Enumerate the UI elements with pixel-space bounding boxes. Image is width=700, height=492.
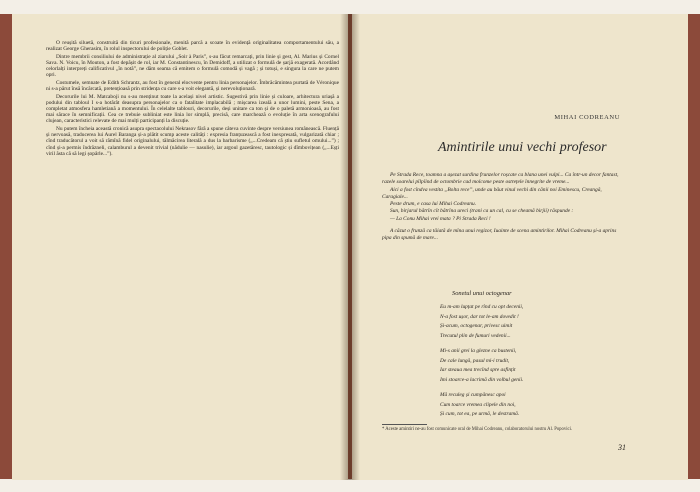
right-page-intro [382, 172, 622, 243]
poem-line: Și-acum, octogenar, privesc uimit [440, 323, 513, 329]
poem-line: Mi-s anii grei la glezne ca bustenii, [440, 348, 517, 354]
left-paragraph: Nu putem încheia această cronică asupra spectacolului Nekrasov fără a spune câteva cuvinte despre versiunea românească. Fluență și nervoasă, traducerea lui Aurel Baranga și-a plătit scump aceste calități : expresia franțuzească a fost inexpresată, vulgarizată chiar ; cînd traducătorul a voit să rămînă fidel originalului, tălmăcirea literală a dus la barbarisme („...Credeam că știu sufletul omului...”) ; cînd și-a permis îndrăzneli, calamburul a devenit trivial (nădulie — nasulie), iar argoul gazetăresc, tautologic și dîmbovițean („...Eșți viril ăsta că să legi șopârle...”). [46, 126, 339, 157]
left-paragraph: Dintre membrii consiliului de administrație al ziarului „Soir à Paris”, s-au făcut remarcați, prin linie și gest, Al. Marius și Cornel Sava. N. Voicu, în Mouton, a fost depășit de rol, iar M. Constantinescu, în Demidoff, a utilizat o formulă de șarjă exagerată. Acordând celorlalți interpreți calificativul „în notă”, ne dăm seama că emitem o formulă comodă și vagă ; și totuși, e singura la care ne putem opri. [46, 53, 339, 79]
article-title: Amintirile unui vechi profesor [438, 140, 607, 155]
poem-title: Sonetul unui octogenar [452, 290, 512, 297]
poem-stanza [440, 347, 610, 385]
book-gutter [340, 14, 360, 480]
intro-paragraph: Peste drum, e casa lui Mihai Codreanu. [390, 201, 477, 208]
intro-dialogue: — La Conu Mihai vrei mata ? Pi Strada Reci ! [390, 215, 491, 222]
footnote: * Aceste amintiri ne-au fost comunicate oral de Mihai Codreanu, colaboratorului nostru Al. Popovici. [382, 427, 573, 432]
poem-line: N-a fost ușor, dar tot le-am dovedit ! [440, 313, 519, 320]
intro-paragraph: A căzut o frunză ca tăiată de mîna unui regizor, Iuainte de scena amintirilor. Mihai Codreanu și-a aprins pipa din spumă de mare... [382, 228, 617, 242]
poem-line: Cum toarce vremea clipele din noi, [440, 401, 516, 408]
author-name: MIHAI CODREANU [554, 114, 620, 121]
page-number: 31 [618, 443, 626, 452]
poem-line: De cale lungă, pasul mi-i trudit, [440, 357, 510, 364]
poem-line: Mă reculeg și cumpănesc apoi [440, 392, 506, 398]
left-paragraph: Decorurile lui M. Matcaboji nu s-au menținut toate la același nivel artistic. Sugestivă prin linie și culoare, arhitectura uriașă a podului din tabloul I s-a hotărât deasupra personajelor ca o fatalitate implacabilă ; mișcarea izeală a unor lumini, peste Sena, a completat atmosfera hamletiană a momentului. În celelalte tablouri, decorurile, deși unitare ca ton și de o paletă armonioasă, au fost mai sărace în semnificații. Cea ce trebuie subliniat este linia lor simplă, precisă, care marchează o evoluție în arta scenografului clujean, caracteristici relevate de mai mulți participanți la discuție. [46, 93, 339, 125]
poem-line: Și cum, tot ea, pe urmă, le destramă. [440, 411, 520, 417]
poem-line: Imi stoarce-a lacrimă din volbul genii. [440, 376, 524, 383]
poem-line: Trecutul plin de fumuri vedenii... [440, 332, 511, 339]
left-paragraph: Costumele, semnate de Edith Schrantz, au fost în general elocvente pentru linia personajelor. Îmbrăcămintea purtată de Véronique ni s-a părut însă încărcată, pretențioasă prin stridența cu care s-a voit elegantă, și nerevoluționară. [46, 79, 339, 93]
poem-stanza [440, 303, 610, 341]
poem [440, 303, 610, 426]
scan-margin-bottom [0, 479, 700, 492]
intro-paragraph: Pe Strada Rece, toamna a așezat surdina frunzelor roșcate ca blana unei vulpi... Ca într-un decor fantast, razele soarelui pîlpîind de octombrie cad molcome peste ostrețele înnegrite de vreme... [382, 172, 619, 186]
scan-margin-top [0, 0, 700, 14]
left-page-text [46, 40, 339, 158]
left-paragraph: O reușită siluetă, construită din ticuri profesionale, menită parcă a scoate în evidență originalitatea comportamentului său, a realizat George Gherasim, în rolul inspectorului de poliție Goblet. [46, 40, 339, 53]
poem-line: Iar steaua mea trecînd spre asfințit [440, 367, 516, 373]
footnote-divider [382, 424, 427, 425]
poem-stanza [440, 391, 610, 420]
intro-paragraph: Sun, birjarul bătrîn cît bătrîna ureci (trani ca un cal, cu se cheamă birjii) răspunde : [390, 208, 574, 215]
intro-paragraph: Aici a fost cîndva vestita „Bolta rece”, unde au băut vinul vechi din cănii noi Eminescu, Creangă, Caragiale... [382, 186, 602, 200]
poem-line: Eu m-am lupțat pe rînd cu opt decenii, [440, 304, 524, 310]
